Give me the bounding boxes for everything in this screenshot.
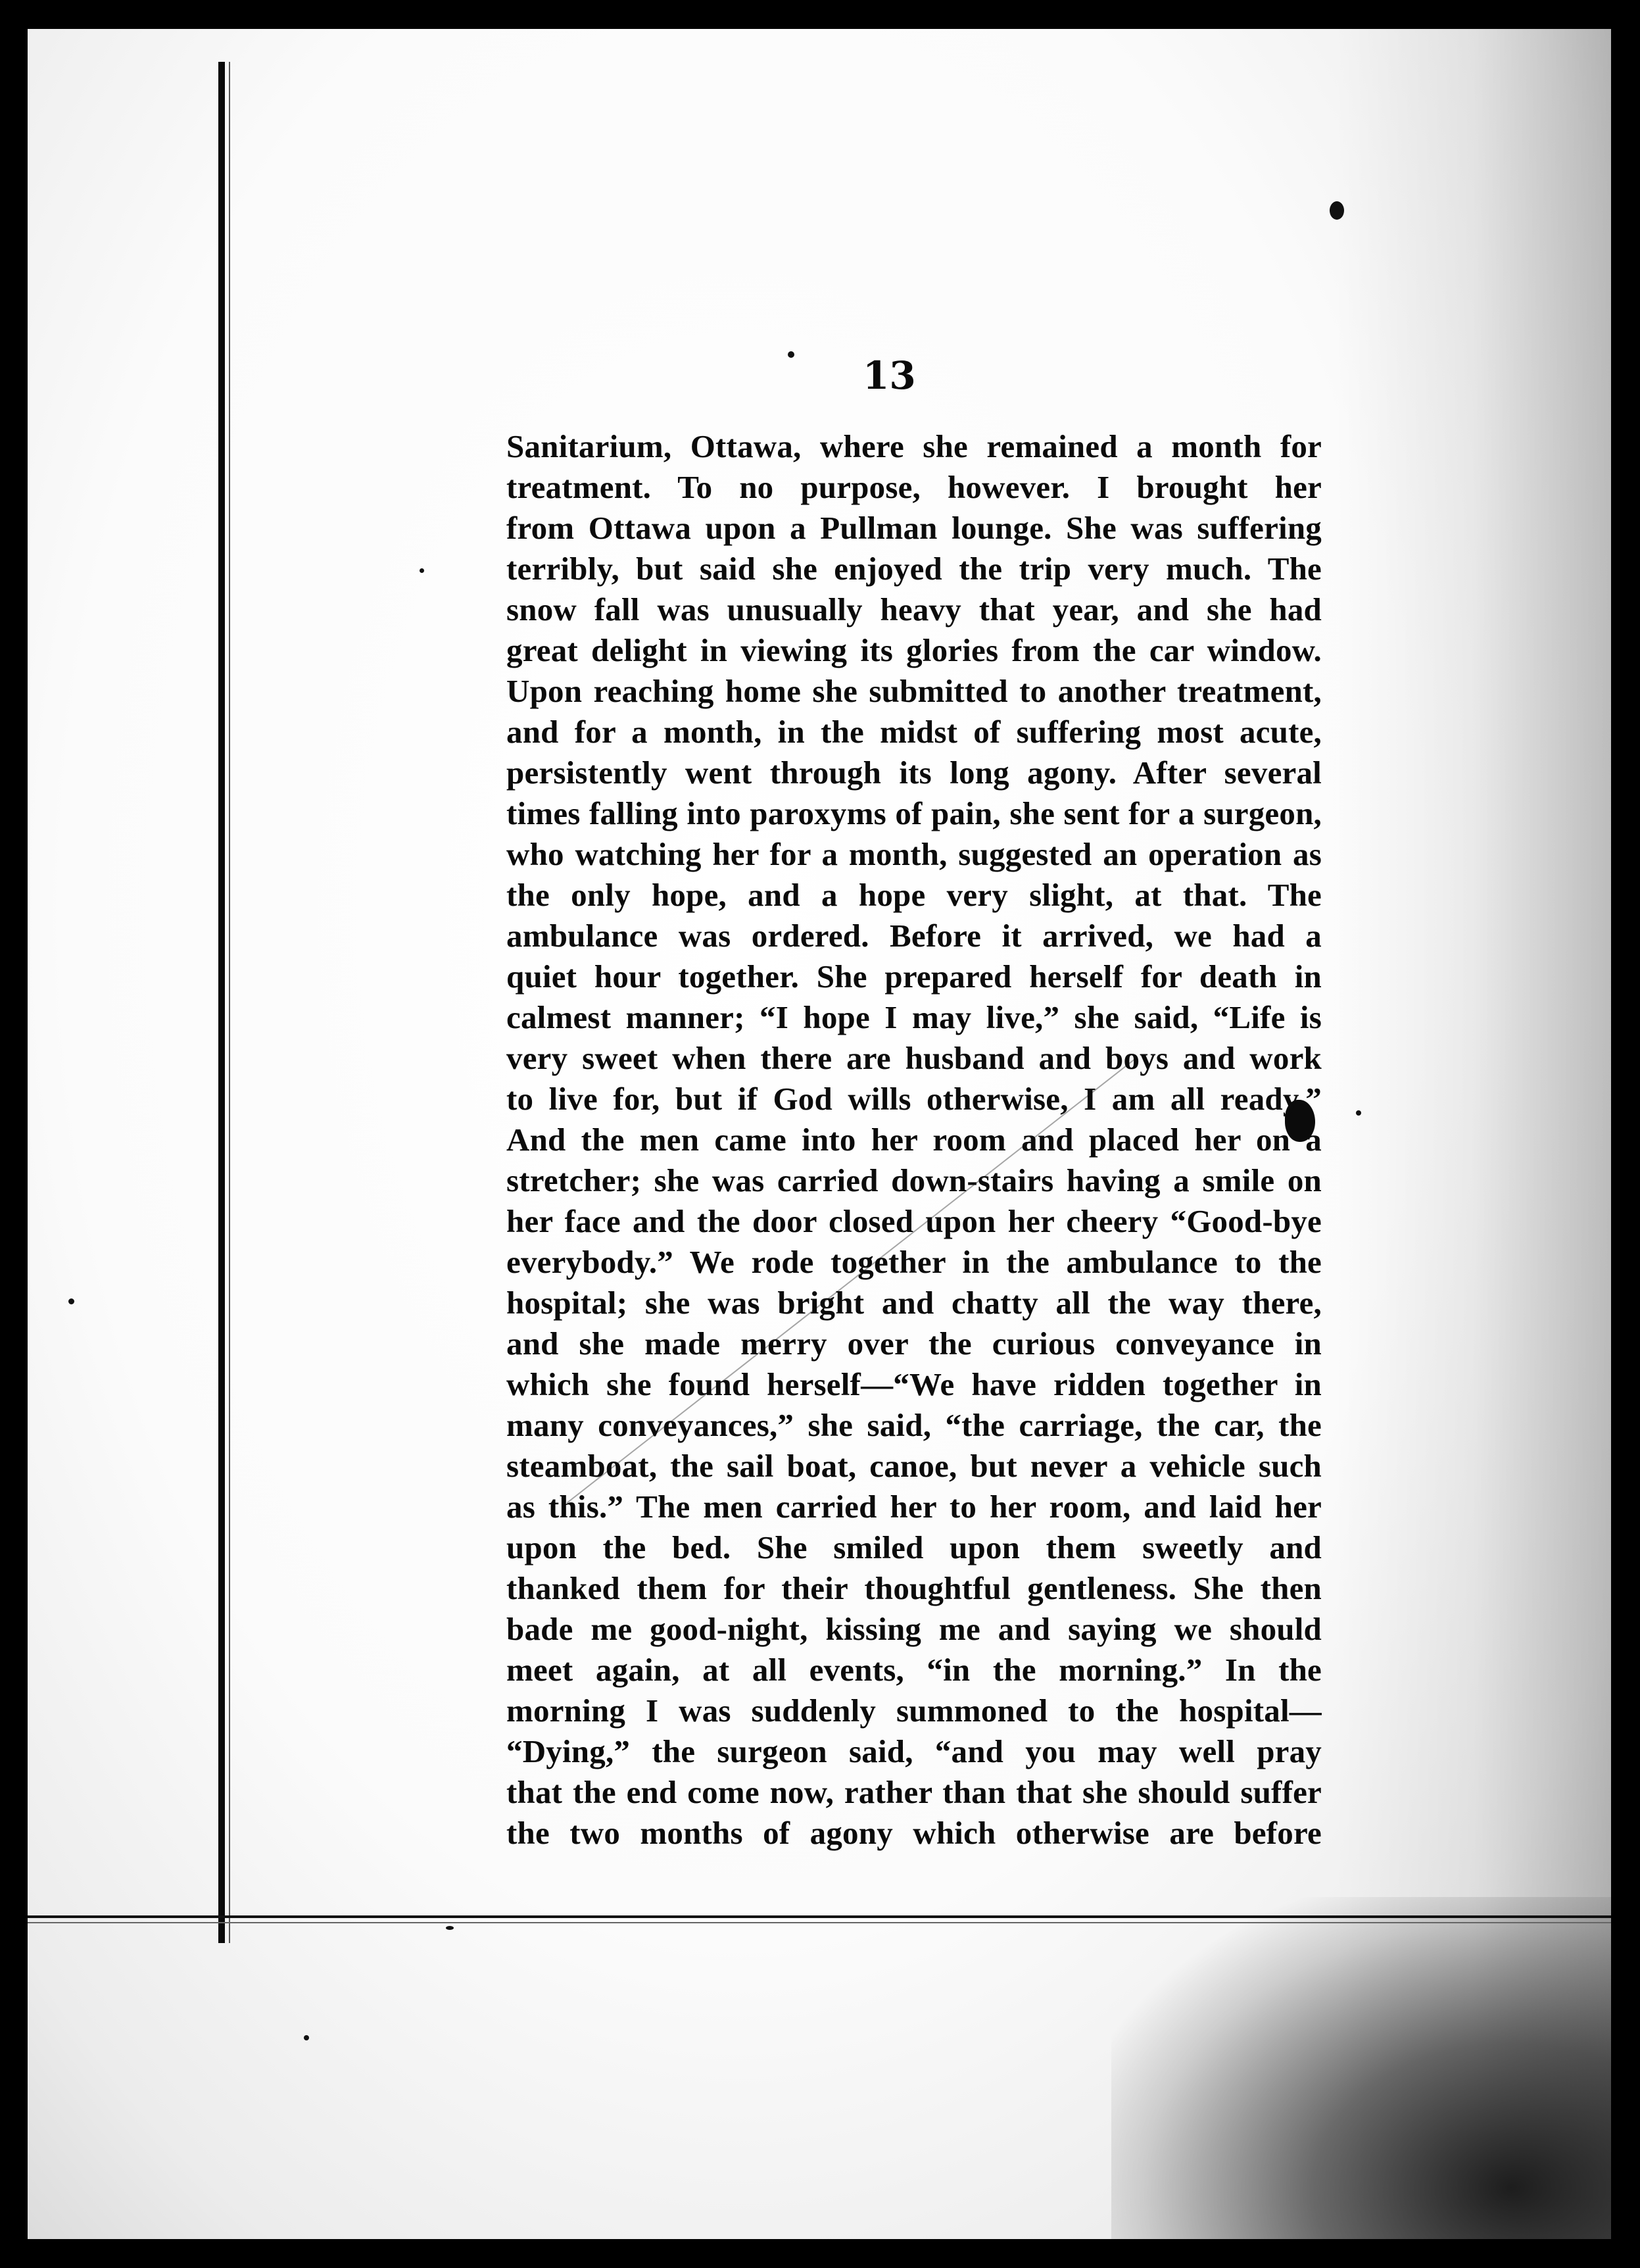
- text-line: as this.” The men carried her to her room, and laid her: [506, 1489, 1322, 1525]
- text-line: which she found herself—“We have ridden together in: [506, 1366, 1322, 1402]
- text-line: her face and the door closed upon her cheery “Good-bye: [506, 1203, 1322, 1239]
- text-line: morning I was suddenly summoned to the hospital—: [506, 1692, 1322, 1729]
- text-line: terribly, but said she enjoyed the trip very much. The: [506, 551, 1322, 587]
- text-line: treatment. To no purpose, however. I brought her: [506, 469, 1322, 505]
- text-line: “Dying,” the surgeon said, “and you may well pray: [506, 1733, 1322, 1769]
- ink-speck: [68, 1298, 74, 1304]
- ink-speck: [1330, 201, 1344, 220]
- text-line: that the end come now, rather than that she should suffer: [506, 1774, 1322, 1810]
- text-line: upon the bed. She smiled upon them sweetly and: [506, 1529, 1322, 1565]
- text-line: and for a month, in the midst of suffering most acute,: [506, 714, 1322, 750]
- text-line: And the men came into her room and placed her on a: [506, 1122, 1322, 1158]
- text-line: everybody.” We rode together in the ambulance to the: [506, 1244, 1322, 1280]
- book-page: [28, 29, 1611, 2239]
- text-line: calmest manner; “I hope I may live,” she said, “Life is: [506, 999, 1322, 1035]
- text-line: quiet hour together. She prepared herself for death in: [506, 958, 1322, 995]
- fold-line: [28, 1915, 1611, 1918]
- page-stain: [1111, 1897, 1611, 2239]
- text-line: and she made merry over the curious conveyance in: [506, 1325, 1322, 1362]
- text-line: who watching her for a month, suggested an operation as: [506, 836, 1322, 872]
- text-line: Sanitarium, Ottawa, where she remained a month for: [506, 428, 1322, 464]
- text-line: snow fall was unusually heavy that year, and she had: [506, 591, 1322, 628]
- text-line: stretcher; she was carried down-stairs having a smile on: [506, 1162, 1322, 1198]
- text-line: times falling into paroxyms of pain, she sent for a surgeon,: [506, 795, 1322, 831]
- fold-line-secondary: [28, 1922, 1611, 1923]
- body-text: [506, 426, 1322, 1854]
- text-line: Upon reaching home she submitted to another treatment,: [506, 673, 1322, 709]
- text-line: meet again, at all events, “in the morning.” In the: [506, 1652, 1322, 1688]
- ink-speck: [1356, 1110, 1361, 1116]
- text-line: ambulance was ordered. Before it arrived, we had a: [506, 918, 1322, 954]
- text-line: bade me good-night, kissing me and saying we should: [506, 1611, 1322, 1647]
- ink-speck: [446, 1926, 454, 1930]
- ink-speck: [788, 351, 794, 358]
- text-line: hospital; she was bright and chatty all the way there,: [506, 1285, 1322, 1321]
- gutter-rule-thin: [229, 62, 230, 1943]
- gutter-rule: [218, 62, 225, 1943]
- text-line: to live for, but if God wills otherwise, I am all ready.”: [506, 1081, 1322, 1117]
- text-line: many conveyances,” she said, “the carriage, the car, the: [506, 1407, 1322, 1443]
- page-number: 13: [863, 353, 916, 398]
- text-line: from Ottawa upon a Pullman lounge. She was suffering: [506, 510, 1322, 546]
- text-line: great delight in viewing its glories from the car window.: [506, 632, 1322, 668]
- text-line: very sweet when there are husband and boys and work: [506, 1040, 1322, 1076]
- text-line: thanked them for their thoughtful gentleness. She then: [506, 1570, 1322, 1606]
- ink-speck: [420, 568, 424, 573]
- ink-speck: [304, 2035, 309, 2040]
- text-line: steamboat, the sail boat, canoe, but never a vehicle such: [506, 1448, 1322, 1484]
- text-line: the two months of agony which otherwise are before: [506, 1815, 1322, 1851]
- text-line: the only hope, and a hope very slight, at that. The: [506, 877, 1322, 913]
- text-line: persistently went through its long agony. After several: [506, 754, 1322, 791]
